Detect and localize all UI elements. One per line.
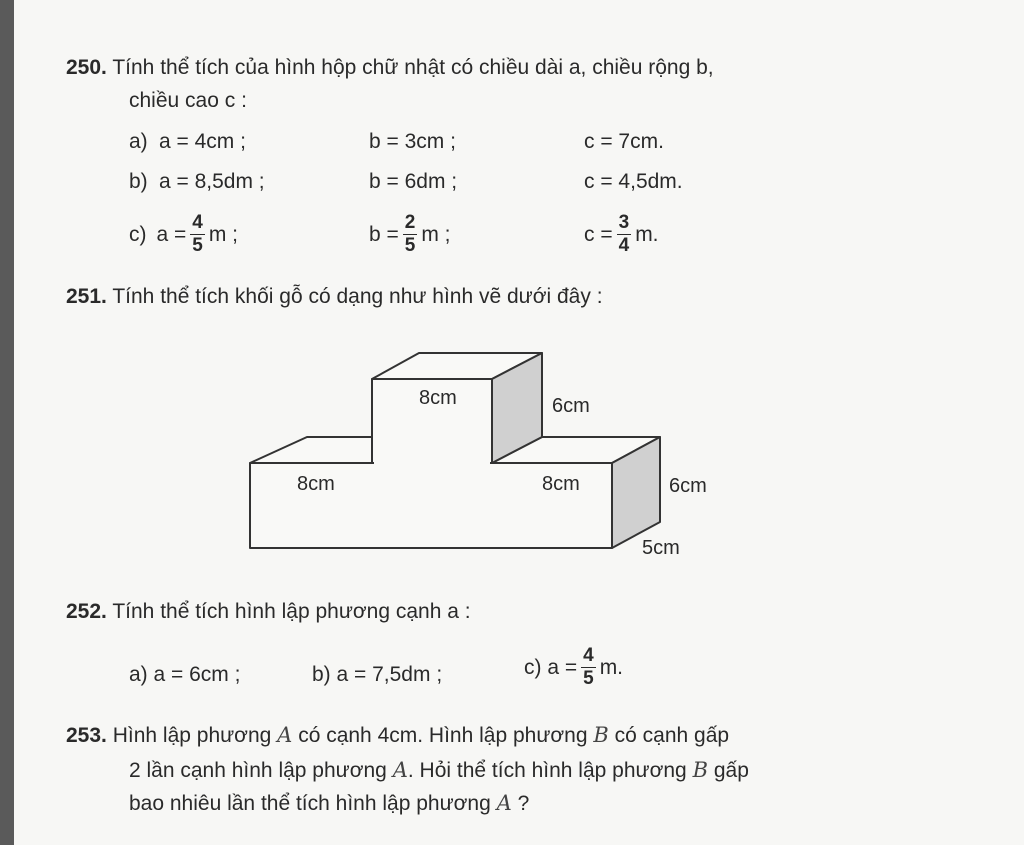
cube-a-symbol: A: [496, 791, 512, 815]
cube-b-symbol: B: [692, 758, 708, 782]
problem-250-c-c-post: m.: [635, 222, 659, 246]
fraction-numerator: 4: [192, 212, 203, 233]
problem-253-text: gấp: [713, 759, 749, 782]
problem-252-b: b) a = 7,5dm ;: [312, 663, 443, 686]
problem-253-number: 253.: [66, 724, 107, 747]
problem-250-c-label: c): [129, 222, 147, 246]
problem-250-c-c-pre: c =: [584, 222, 613, 246]
cube-a-symbol: A: [392, 758, 408, 782]
problem-250-a-b: b = 3cm ;: [369, 130, 456, 153]
problem-250-a-a: a = 4cm ;: [159, 130, 246, 153]
problem-253-text: có cạnh 4cm. Hình lập phương: [298, 724, 588, 747]
problem-253-text: ?: [517, 792, 530, 815]
problem-250-b-a: a = 8,5dm ;: [159, 170, 265, 193]
wood-block-figure: [14, 0, 1024, 845]
problem-250-c-a-pre: a =: [156, 222, 187, 246]
label-base-left: 8cm: [297, 473, 335, 495]
fraction-numerator: 3: [618, 212, 630, 233]
problem-250-b-label: b): [129, 170, 148, 193]
problem-250-a-c: c = 7cm.: [584, 130, 664, 153]
fraction-numerator: 4: [583, 645, 594, 666]
problem-251-number: 251.: [66, 285, 107, 308]
label-base-height: 5cm: [642, 537, 680, 559]
fraction-numerator: 2: [404, 212, 416, 233]
fraction-denominator: 4: [618, 235, 630, 256]
problem-250-a-label: a): [129, 130, 148, 153]
problem-252-number: 252.: [66, 600, 107, 623]
problem-252-line: [66, 600, 471, 624]
base-left-top-face: [250, 437, 374, 463]
fraction-denominator: 5: [192, 235, 203, 256]
problem-250-number: 250.: [66, 56, 107, 79]
problem-252-c-post: m.: [599, 655, 624, 679]
label-top-width: 8cm: [419, 387, 457, 409]
problem-253-text: 2 lần cạnh hình lập phương: [129, 759, 387, 782]
textbook-page: [14, 0, 1024, 845]
problem-250-b-c: c = 4,5dm.: [584, 170, 683, 193]
problem-253-text: có cạnh gấp: [614, 724, 730, 747]
problem-251-text: Tính thể tích khối gỗ có dạng như hình vẽ dưới đây :: [112, 285, 603, 308]
label-top-depth: 6cm: [552, 395, 590, 417]
problem-253-line2: [129, 758, 749, 783]
label-base-depth: 6cm: [669, 475, 707, 497]
problem-250-line2: chiều cao c :: [129, 89, 247, 112]
problem-250-c-a-post: m ;: [208, 222, 239, 246]
problem-250-c-b-post: m ;: [421, 222, 451, 246]
problem-250-c-b-pre: b =: [369, 222, 399, 246]
left-edge-bar: [0, 0, 14, 845]
problem-253-text: Hình lập phương: [112, 724, 272, 747]
fraction-4-5: [581, 645, 596, 690]
problem-252-c-pre: c) a =: [524, 655, 578, 679]
problem-253-text: bao nhiêu lần thể tích hình lập phương: [129, 792, 491, 815]
problem-250-text: Tính thể tích của hình hộp chữ nhật có chiều dài a, chiều rộng b,: [112, 56, 714, 79]
problem-252-a: a) a = 6cm ;: [129, 663, 241, 686]
problem-252-text: Tính thể tích hình lập phương cạnh a :: [112, 600, 471, 623]
cube-a-symbol: A: [277, 723, 293, 747]
problem-252-c: [524, 645, 623, 690]
label-base-right: 8cm: [542, 473, 580, 495]
problem-253-text: . Hỏi thể tích hình lập phương: [407, 759, 687, 782]
problem-253-line1: [66, 723, 729, 748]
problem-253-line3: [129, 791, 529, 816]
problem-250-b-b: b = 6dm ;: [369, 170, 458, 193]
cube-b-symbol: B: [593, 723, 609, 747]
fraction-denominator: 5: [583, 668, 594, 689]
fraction-denominator: 5: [404, 235, 416, 256]
